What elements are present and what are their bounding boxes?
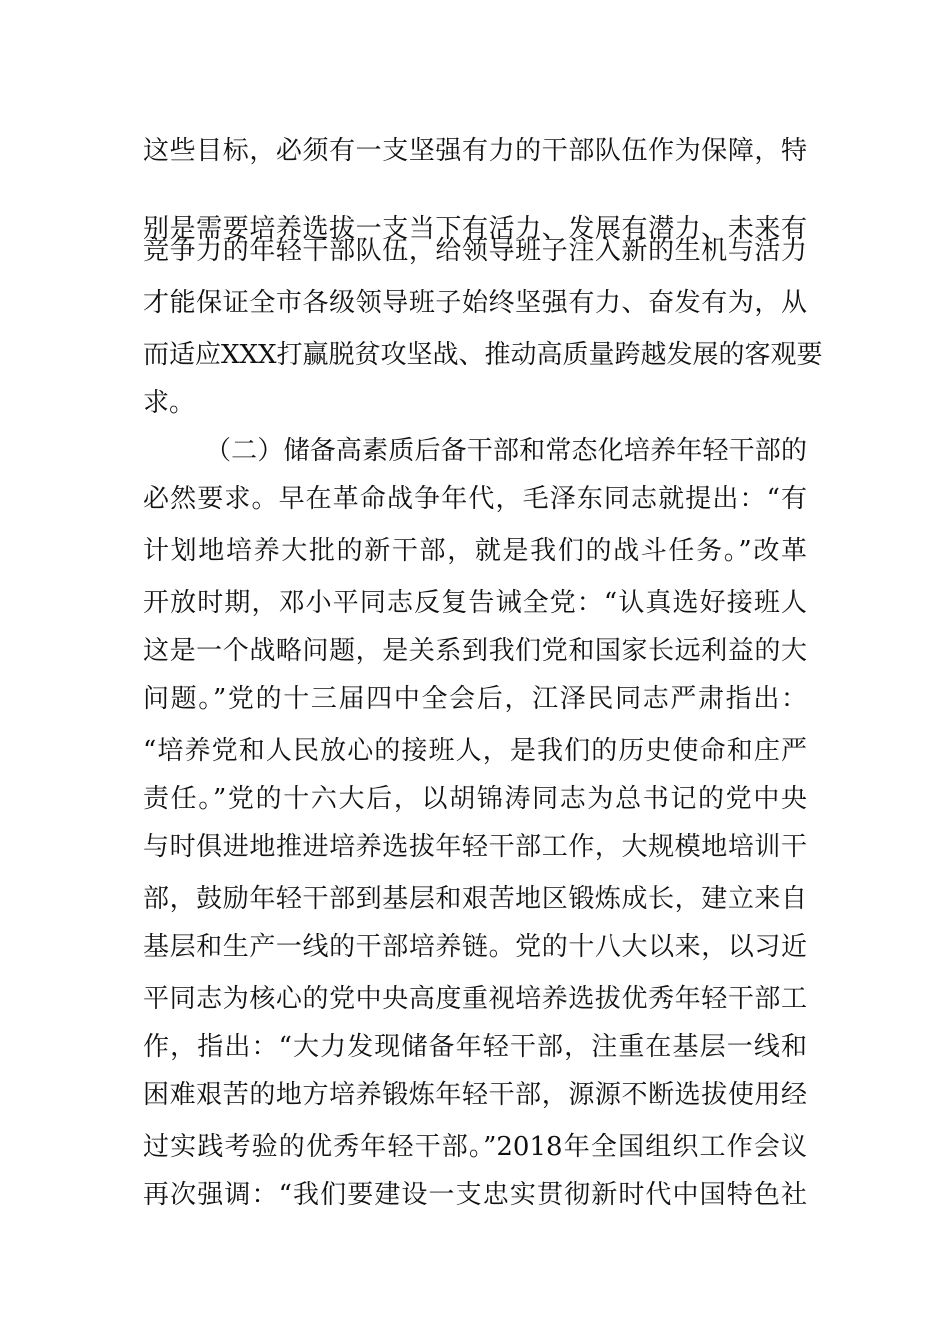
text-line: 这是一个战略问题，是关系到我们党和国家长远利益的大 [143, 636, 807, 666]
text-line: 开放时期，邓小平同志反复告诫全党：“认真选好接班人 [143, 588, 807, 618]
text-line: 过实践考验的优秀年轻干部。”2018年全国组织工作会议 [143, 1132, 807, 1162]
text-line: 这些目标，必须有一支坚强有力的干部队伍作为保障，特 [143, 136, 807, 166]
paragraph-heading-line: （二）储备高素质后备干部和常态化培养年轻干部的 [205, 436, 807, 466]
text-line: 而适应XXX打赢脱贫攻坚战、推动高质量跨越发展的客观要 [143, 340, 823, 370]
text-line: 别是需要培养选拔一支当下有活力、发展有潜力、未来有 [143, 214, 807, 244]
text-line: 求。 [143, 388, 196, 418]
text-line: 必然要求。早在革命战争年代，毛泽东同志就提出：“有 [143, 484, 807, 514]
text-line: 平同志为核心的党中央高度重视培养选拔优秀年轻干部工 [143, 984, 807, 1014]
text-line: 问题。”党的十三届四中全会后，江泽民同志严肃指出： [143, 684, 807, 714]
text-line: 与时俱进地推进培养选拔年轻干部工作，大规模地培训干 [143, 832, 807, 862]
text-line: 计划地培养大批的新干部，就是我们的战斗任务。”改革 [143, 536, 807, 566]
text-line: 部，鼓励年轻干部到基层和艰苦地区锻炼成长，建立来自 [143, 884, 807, 914]
text-line: 再次强调：“我们要建设一支忠实贯彻新时代中国特色社 [143, 1180, 807, 1210]
text-line: 基层和生产一线的干部培养链。党的十八大以来，以习近 [143, 932, 807, 962]
text-line: 困难艰苦的地方培养锻炼年轻干部，源源不断选拔使用经 [143, 1080, 807, 1110]
text-line: 才能保证全市各级领导班子始终坚强有力、奋发有为，从 [143, 288, 807, 318]
text-line: 竞争力的年轻干部队伍，给领导班子注入新的生机与活力 [143, 236, 807, 266]
text-line: “培养党和人民放心的接班人，是我们的历史使命和庄严 [143, 736, 807, 766]
text-line: 责任。”党的十六大后，以胡锦涛同志为总书记的党中央 [143, 784, 807, 814]
text-line: 作，指出：“大力发现储备年轻干部，注重在基层一线和 [143, 1032, 807, 1062]
